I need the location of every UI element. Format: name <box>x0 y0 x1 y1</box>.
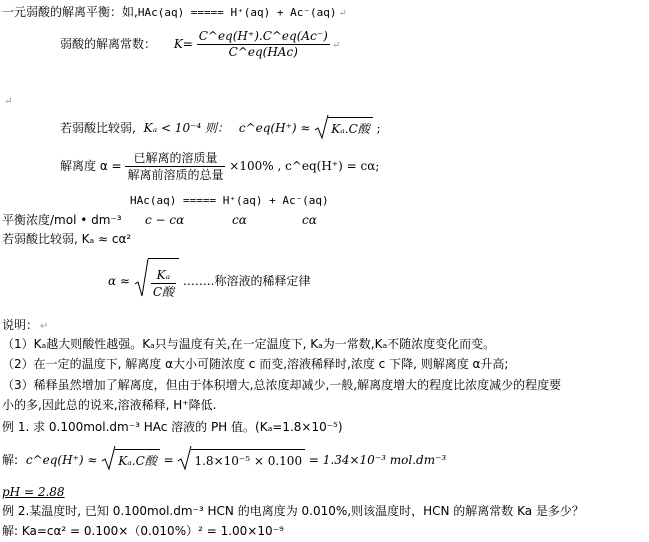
radical-sign-icon <box>177 445 193 471</box>
sqrt-ka-c-1 <box>101 445 159 477</box>
paragraph-mark-icon: ↵ <box>4 96 13 107</box>
note-2: （2）在一定的温度下, 解离度 α大小可随浓度 c 而变,溶液稀释时,浓度 c 下降, 则解离度 α升高; <box>2 357 509 371</box>
weak-acid-text: 若弱酸比较弱, <box>60 121 136 135</box>
radicand: Kₐ.C酸 <box>328 117 372 139</box>
conc-reactant: c − cα <box>145 213 185 227</box>
note-3-continued: 小的多,因此总的说来,溶液稀释, H⁺降低. <box>2 398 217 412</box>
weak-acid-lhs: c^eq(H⁺) ≈ <box>238 121 311 135</box>
weak-acid-tail: ; <box>376 121 381 135</box>
example-1-solution: 解: c^eq(H⁺) ≈ Kₐ.C酸 = 1.8×10⁻⁵ × 0.100 = 1.34×10⁻³ mol.dm⁻³ <box>2 444 446 476</box>
constant-label: 弱酸的解离常数： <box>60 37 157 51</box>
weak-acid-condition: Kₐ < 10⁻⁴ 则： <box>143 121 230 135</box>
radical-sign-icon <box>101 445 117 471</box>
intro-prefix: 一元弱酸的解离平衡：如, <box>2 5 138 19</box>
dilution-denominator: C酸 <box>152 285 174 299</box>
sqrt-ka-over-c <box>134 258 179 305</box>
degree-fraction <box>125 150 225 183</box>
dilution-fraction <box>151 267 176 300</box>
paragraph-mark-icon: ↵ <box>338 8 347 19</box>
conc-ac-ion: cα <box>302 213 317 227</box>
example-2-question: 例 2.某温度时, 已知 0.100mol.dm⁻³ HCN 的电离度为 0.010%,则该温度时，HCN 的解离常数 Ka 是多少？ <box>2 504 584 518</box>
concentration-row <box>2 212 122 228</box>
ka-numerator: C^eq(H⁺).C^eq(Ac⁻) <box>198 29 328 43</box>
alpha-lhs: α ≈ <box>108 274 130 288</box>
concentration-label: 平衡浓度/mol • dm⁻³ <box>2 213 122 227</box>
equilibrium-equation: HAc(aq) ===== H⁺(aq) + Ac⁻(aq) <box>137 6 337 19</box>
blank-line <box>2 92 12 110</box>
ka-lhs: K= <box>173 37 193 51</box>
radical-sign-icon <box>134 258 150 298</box>
degree-label: 解离度 α = <box>60 159 122 173</box>
example-2-solution: 解: Ka=cα² = 0.100×（0.010%）² = 1.00×10⁻⁹ <box>2 524 284 538</box>
ph-result <box>2 484 65 500</box>
radicand-2: 1.8×10⁻⁵ × 0.100 <box>191 449 305 471</box>
sqrt-ka-c <box>314 114 372 144</box>
example-1-question: 例 1. 求 0.100mol.dm⁻³ HAc 溶液的 PH 值。(Kₐ=1.8×10⁻⁵) <box>2 420 343 434</box>
notes-title-text: 说明： <box>2 318 39 332</box>
solution-lhs: c^eq(H⁺) ≈ <box>25 453 98 467</box>
paragraph-mark-icon: ↵ <box>331 40 341 51</box>
note-1: （1）Kₐ越大则酸性越强。Kₐ只与温度有关,在一定温度下, Kₐ为一常数,Kₐ不随浓度变化而变。 <box>2 337 496 351</box>
paragraph-mark-icon: ↵ <box>40 321 49 332</box>
degree-tail: ×100% , c^eq(H⁺) = cα; <box>229 159 380 173</box>
notes-title <box>2 317 48 335</box>
approximation-line: 若弱酸比较弱, Kₐ ≈ cα² <box>2 232 132 246</box>
dilution-law-row <box>108 258 310 302</box>
equilibrium-intro <box>2 4 347 22</box>
conc-h-ion: cα <box>232 213 247 227</box>
solution-prefix: 解: <box>2 453 19 467</box>
ka-fraction <box>197 29 330 60</box>
dilution-numerator: Kₐ <box>151 267 176 284</box>
note-3: （3）稀释虽然增加了解离度，但由于体积增大,总浓度却减少,一般,解离度增大的程度比浓度减少的程度要 <box>2 378 562 392</box>
weak-acid-row <box>60 113 381 143</box>
dissociation-constant-row <box>60 27 340 61</box>
radical-sign-icon <box>314 114 330 140</box>
ka-denominator: C^eq(HAc) <box>228 45 298 59</box>
dissociation-degree-row <box>60 148 379 184</box>
dilution-tail: ……..称溶液的稀释定律 <box>182 274 311 288</box>
equilibrium-equation-2: HAc(aq) ===== H⁺(aq) + Ac⁻(aq) <box>130 194 329 207</box>
radicand-1: Kₐ.C酸 <box>115 449 159 471</box>
ph-result-text: pH = 2.88 <box>2 485 65 499</box>
degree-denominator: 解离前溶质的总量 <box>127 168 224 182</box>
solution-result: = 1.34×10⁻³ mol.dm⁻³ <box>308 453 447 467</box>
degree-numerator: 已解离的溶质量 <box>125 150 225 167</box>
sqrt-numeric <box>177 445 305 477</box>
